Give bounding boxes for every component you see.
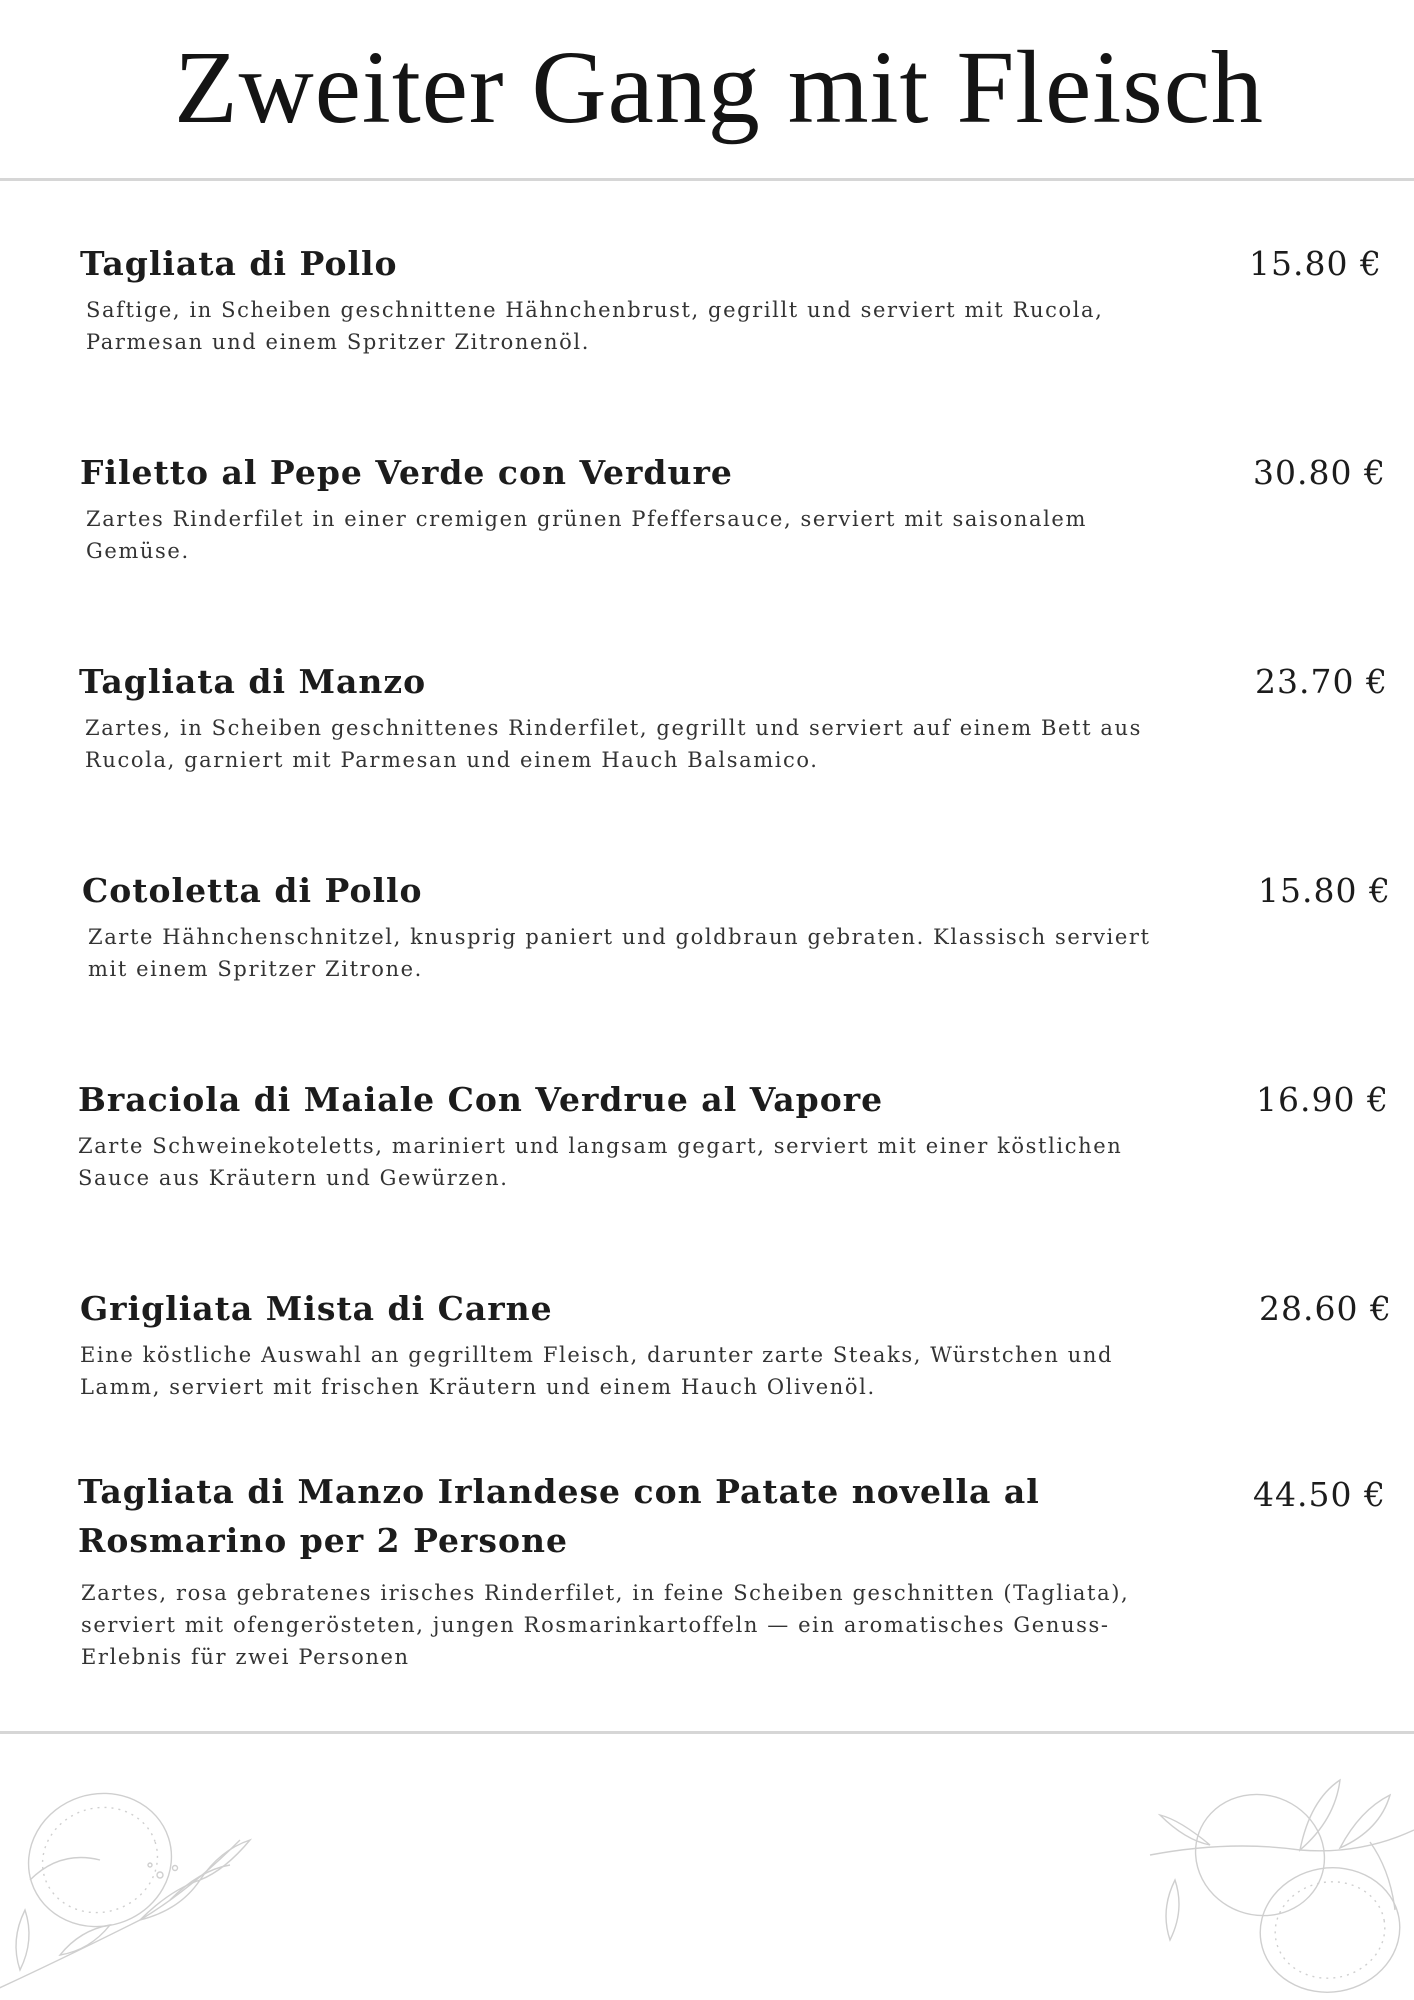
menu-item-price: 44.50 € xyxy=(1253,1475,1386,1514)
top-divider xyxy=(0,178,1414,181)
lemon-branch-right-illustration xyxy=(1140,1760,1414,2000)
menu-item-price: 28.60 € xyxy=(1259,1289,1392,1328)
menu-item-description: Zarte Schweinekoteletts, mariniert und langsam gegart, serviert mit einer köstlichen Sauce aus Kräutern und Gewürzen. xyxy=(78,1134,1123,1190)
menu-item-description: Saftige, in Scheiben geschnittene Hähnchenbrust, gegrillt und serviert mit Rucola, Parmesan und einem Spritzer Zitronenöl. xyxy=(86,298,1104,354)
lemon-branch-left-illustration xyxy=(0,1770,270,2000)
menu-item-name: Braciola di Maiale Con Verdrue al Vapore xyxy=(78,1080,884,1119)
menu-item-name: Grigliata Mista di Carne xyxy=(80,1289,553,1328)
menu-item-price: 15.80 € xyxy=(1249,244,1382,283)
menu-item-price: 15.80 € xyxy=(1258,871,1391,910)
menu-item-name: Tagliata di Manzo xyxy=(79,662,427,701)
menu-item-description: Eine köstliche Auswahl an gegrilltem Fleisch, darunter zarte Steaks, Würstchen und Lamm, serviert mit frischen Kräutern und einem Hauch Olivenöl. xyxy=(80,1343,1114,1399)
menu-item-name: Tagliata di Pollo xyxy=(80,244,398,283)
menu-item-price: 23.70 € xyxy=(1255,662,1388,701)
menu-item-name: Cotoletta di Pollo xyxy=(82,871,423,910)
menu-item-name: Tagliata di Manzo Irlandese con Patate novella al Rosmarino per 2 Persone xyxy=(78,1472,1040,1560)
menu-item-name: Filetto al Pepe Verde con Verdure xyxy=(80,453,733,492)
menu-item-price: 30.80 € xyxy=(1253,453,1386,492)
menu-item-description: Zarte Hähnchenschnitzel, knusprig paniert und goldbraun gebraten. Klassisch serviert mit einem Spritzer Zitrone. xyxy=(88,925,1151,981)
menu-item-price: 16.90 € xyxy=(1256,1080,1389,1119)
menu-item-description: Zartes, rosa gebratenes irisches Rinderfilet, in feine Scheiben geschnitten (Tagliata), serviert mit ofengerösteten, jungen Rosmarinkartoffeln — ein aromatisches Genuss-Erlebnis für zwei Personen xyxy=(81,1581,1130,1669)
menu-item-description: Zartes, in Scheiben geschnittenes Rinderfilet, gegrillt und serviert auf einem Bett aus Rucola, garniert mit Parmesan und einem Hauch Balsamico. xyxy=(85,716,1143,772)
page-title: Zweiter Gang mit Fleisch xyxy=(174,30,1264,145)
menu-item-description: Zartes Rinderfilet in einer cremigen grünen Pfeffersauce, serviert mit saisonalem Gemüse. xyxy=(86,507,1087,563)
bottom-divider xyxy=(0,1731,1414,1734)
